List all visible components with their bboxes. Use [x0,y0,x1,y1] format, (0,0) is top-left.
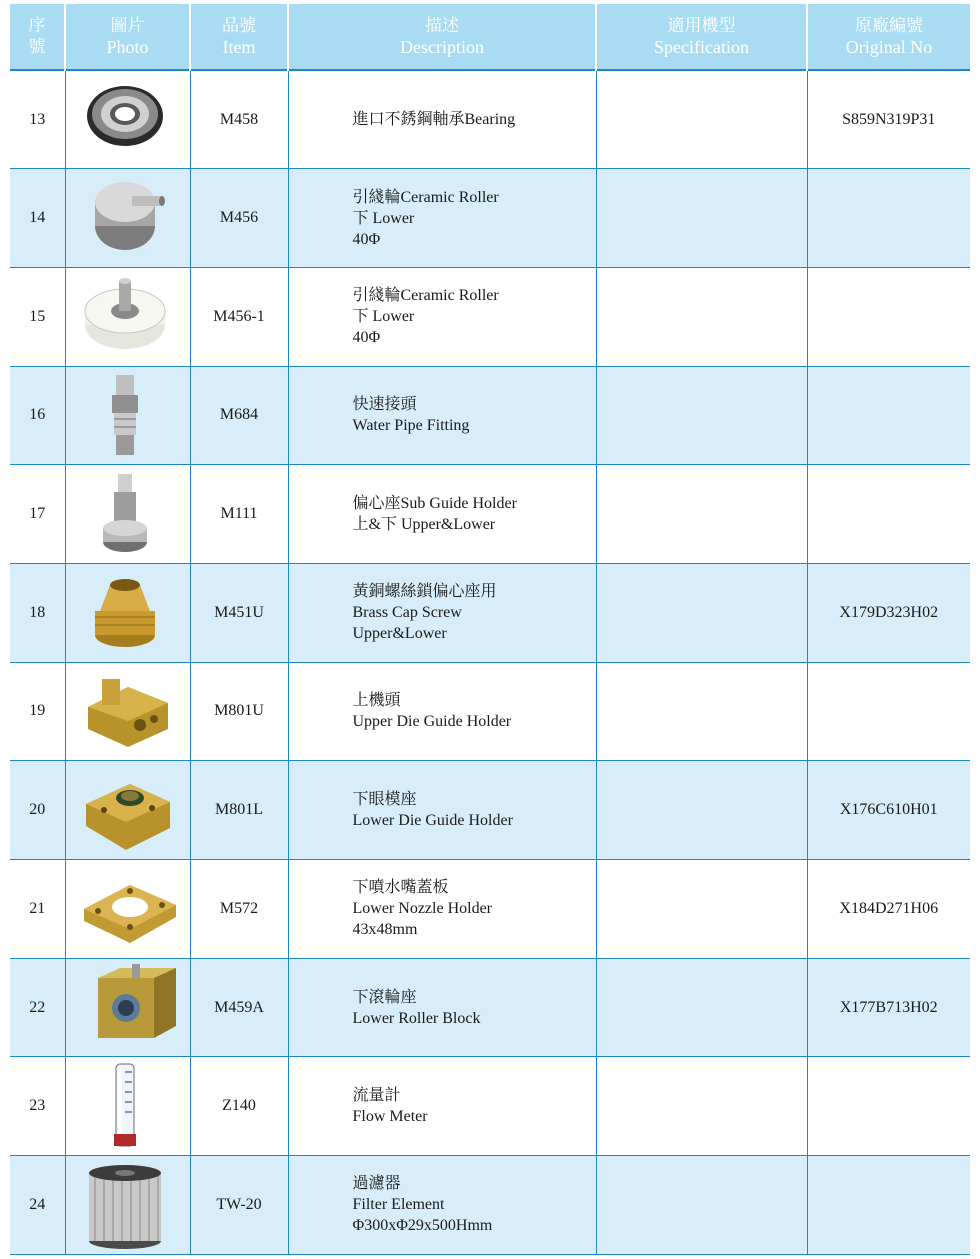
photo-cell [65,761,190,860]
photo-cell [65,465,190,564]
table-row [10,761,970,860]
specification-cell [596,662,807,761]
specification-cell [596,70,807,169]
description-cell [288,366,596,465]
header-item [190,4,288,70]
parts-catalog [10,4,970,1255]
description-line: 43x48mm [352,921,418,939]
item-code: M111 [190,465,288,564]
original-no: X184D271H06 [807,860,970,959]
item-code: M801L [190,761,288,860]
photo-cell [65,1156,190,1255]
header-item-en: Item [222,36,256,57]
roller-icon [80,174,176,262]
description-cell [288,761,596,860]
photo-cell [65,563,190,662]
description-line: Φ300xΦ29x500Hmm [352,1217,493,1235]
description-cell [288,465,596,564]
original-no: X179D323H02 [807,563,970,662]
table-row [10,662,970,761]
specification-cell [596,958,807,1057]
description-line: Lower Die Guide Holder [352,812,513,830]
item-code: Z140 [190,1057,288,1156]
description-line: Water Pipe Fitting [352,417,470,435]
table-row [10,1057,970,1156]
table-row [10,267,970,366]
description-cell [288,70,596,169]
header-orig-en: Original No [845,36,933,57]
description-line: Lower Roller Block [352,1009,481,1027]
photo-cell [65,860,190,959]
description-cell [288,1156,596,1255]
description-line: 下噴水嘴蓋板 [352,879,449,897]
specification-cell [596,1057,807,1156]
specification-cell [596,465,807,564]
description-line: Brass Cap Screw [352,604,462,622]
bearing-icon [80,76,176,164]
row-number: 18 [10,563,65,662]
description-cell [288,860,596,959]
row-number: 19 [10,662,65,761]
description-cell [288,169,596,268]
table-row [10,1156,970,1255]
header-photo-en: Photo [106,36,149,57]
description-line: Upper&Lower [352,625,447,643]
row-number: 16 [10,366,65,465]
row-number: 22 [10,958,65,1057]
original-no: S859N319P31 [807,70,970,169]
header-photo [65,4,190,70]
description-line: 偏心座Sub Guide Holder [352,495,517,513]
table-row [10,465,970,564]
photo-cell [65,366,190,465]
header-no-zh: 序 號 [28,15,46,57]
table-row [10,169,970,268]
table-row [10,70,970,169]
photo-cell [65,1057,190,1156]
row-number: 21 [10,860,65,959]
description-line: 40Φ [352,230,381,248]
specification-cell [596,169,807,268]
description-line: 引綫輪Ceramic Roller [352,287,499,305]
description-line: Upper Die Guide Holder [352,713,512,731]
description-line: 40Φ [352,329,381,347]
item-code: TW-20 [190,1156,288,1255]
item-code: M458 [190,70,288,169]
header-description [288,4,596,70]
description-cell [288,958,596,1057]
row-number: 17 [10,465,65,564]
description-line: 上機頭 [352,692,401,710]
specification-cell [596,761,807,860]
description-cell [288,267,596,366]
description-line: 黃銅螺絲鎖偏心座用 [352,583,497,601]
photo-cell [65,70,190,169]
lower-holder-icon [80,766,176,854]
upper-holder-icon [80,667,176,755]
original-no: X177B713H02 [807,958,970,1057]
table-row [10,563,970,662]
specification-cell [596,267,807,366]
item-code: M451U [190,563,288,662]
pipe-fitting-icon [80,371,176,459]
photo-cell [65,958,190,1057]
header-desc-zh: 描述 [425,15,459,36]
item-code: M572 [190,860,288,959]
flow-meter-icon [80,1062,176,1150]
ceramic-roller-icon [80,273,176,361]
filter-icon [80,1161,176,1249]
description-line: 快速接頭 [352,396,417,414]
header-spec-zh: 適用機型 [667,15,736,36]
row-number: 14 [10,169,65,268]
item-code: M456 [190,169,288,268]
description-line: 流量計 [352,1087,401,1105]
item-code: M456-1 [190,267,288,366]
header-item-zh: 品號 [222,15,256,36]
specification-cell [596,366,807,465]
brass-screw-icon [80,569,176,657]
original-no: X176C610H01 [807,761,970,860]
description-cell [288,1057,596,1156]
photo-cell [65,662,190,761]
original-no [807,1057,970,1156]
original-no [807,662,970,761]
original-no [807,1156,970,1255]
nozzle-plate-icon [80,865,176,953]
header-photo-zh: 圖片 [110,15,145,36]
description-line: 下滾輪座 [352,988,417,1006]
photo-cell [65,267,190,366]
header-spec-en: Specification [654,36,749,57]
description-line: 進口不銹鋼軸承Bearing [352,111,516,129]
item-code: M801U [190,662,288,761]
specification-cell [596,1156,807,1255]
description-line: 下眼模座 [352,791,417,809]
description-line: Flow Meter [352,1108,428,1126]
specification-cell [596,563,807,662]
description-line: 引綫輪Ceramic Roller [352,188,499,206]
parts-table [10,4,970,1255]
row-number: 24 [10,1156,65,1255]
header-orig-zh: 原廠編號 [855,15,923,36]
row-number: 13 [10,70,65,169]
table-row [10,366,970,465]
guide-holder-icon [80,470,176,558]
row-number: 15 [10,267,65,366]
description-line: Filter Element [352,1196,445,1214]
photo-cell [65,169,190,268]
item-code: M684 [190,366,288,465]
row-number: 23 [10,1057,65,1156]
description-line: 過濾器 [352,1175,401,1193]
table-row [10,860,970,959]
roller-block-icon [80,964,176,1052]
original-no [807,169,970,268]
specification-cell [596,860,807,959]
header-original-no [807,4,970,70]
original-no [807,267,970,366]
original-no [807,366,970,465]
item-code: M459A [190,958,288,1057]
description-line: Lower Nozzle Holder [352,900,492,918]
original-no [807,465,970,564]
row-number: 20 [10,761,65,860]
table-row [10,958,970,1057]
description-line: 下 Lower [352,308,415,326]
header-desc-en: Description [400,36,484,57]
header-specification [596,4,807,70]
description-cell [288,563,596,662]
header-row [10,4,970,70]
description-line: 上&下 Upper&Lower [352,516,496,534]
description-cell [288,662,596,761]
description-line: 下 Lower [352,209,415,227]
header-no [10,4,65,70]
